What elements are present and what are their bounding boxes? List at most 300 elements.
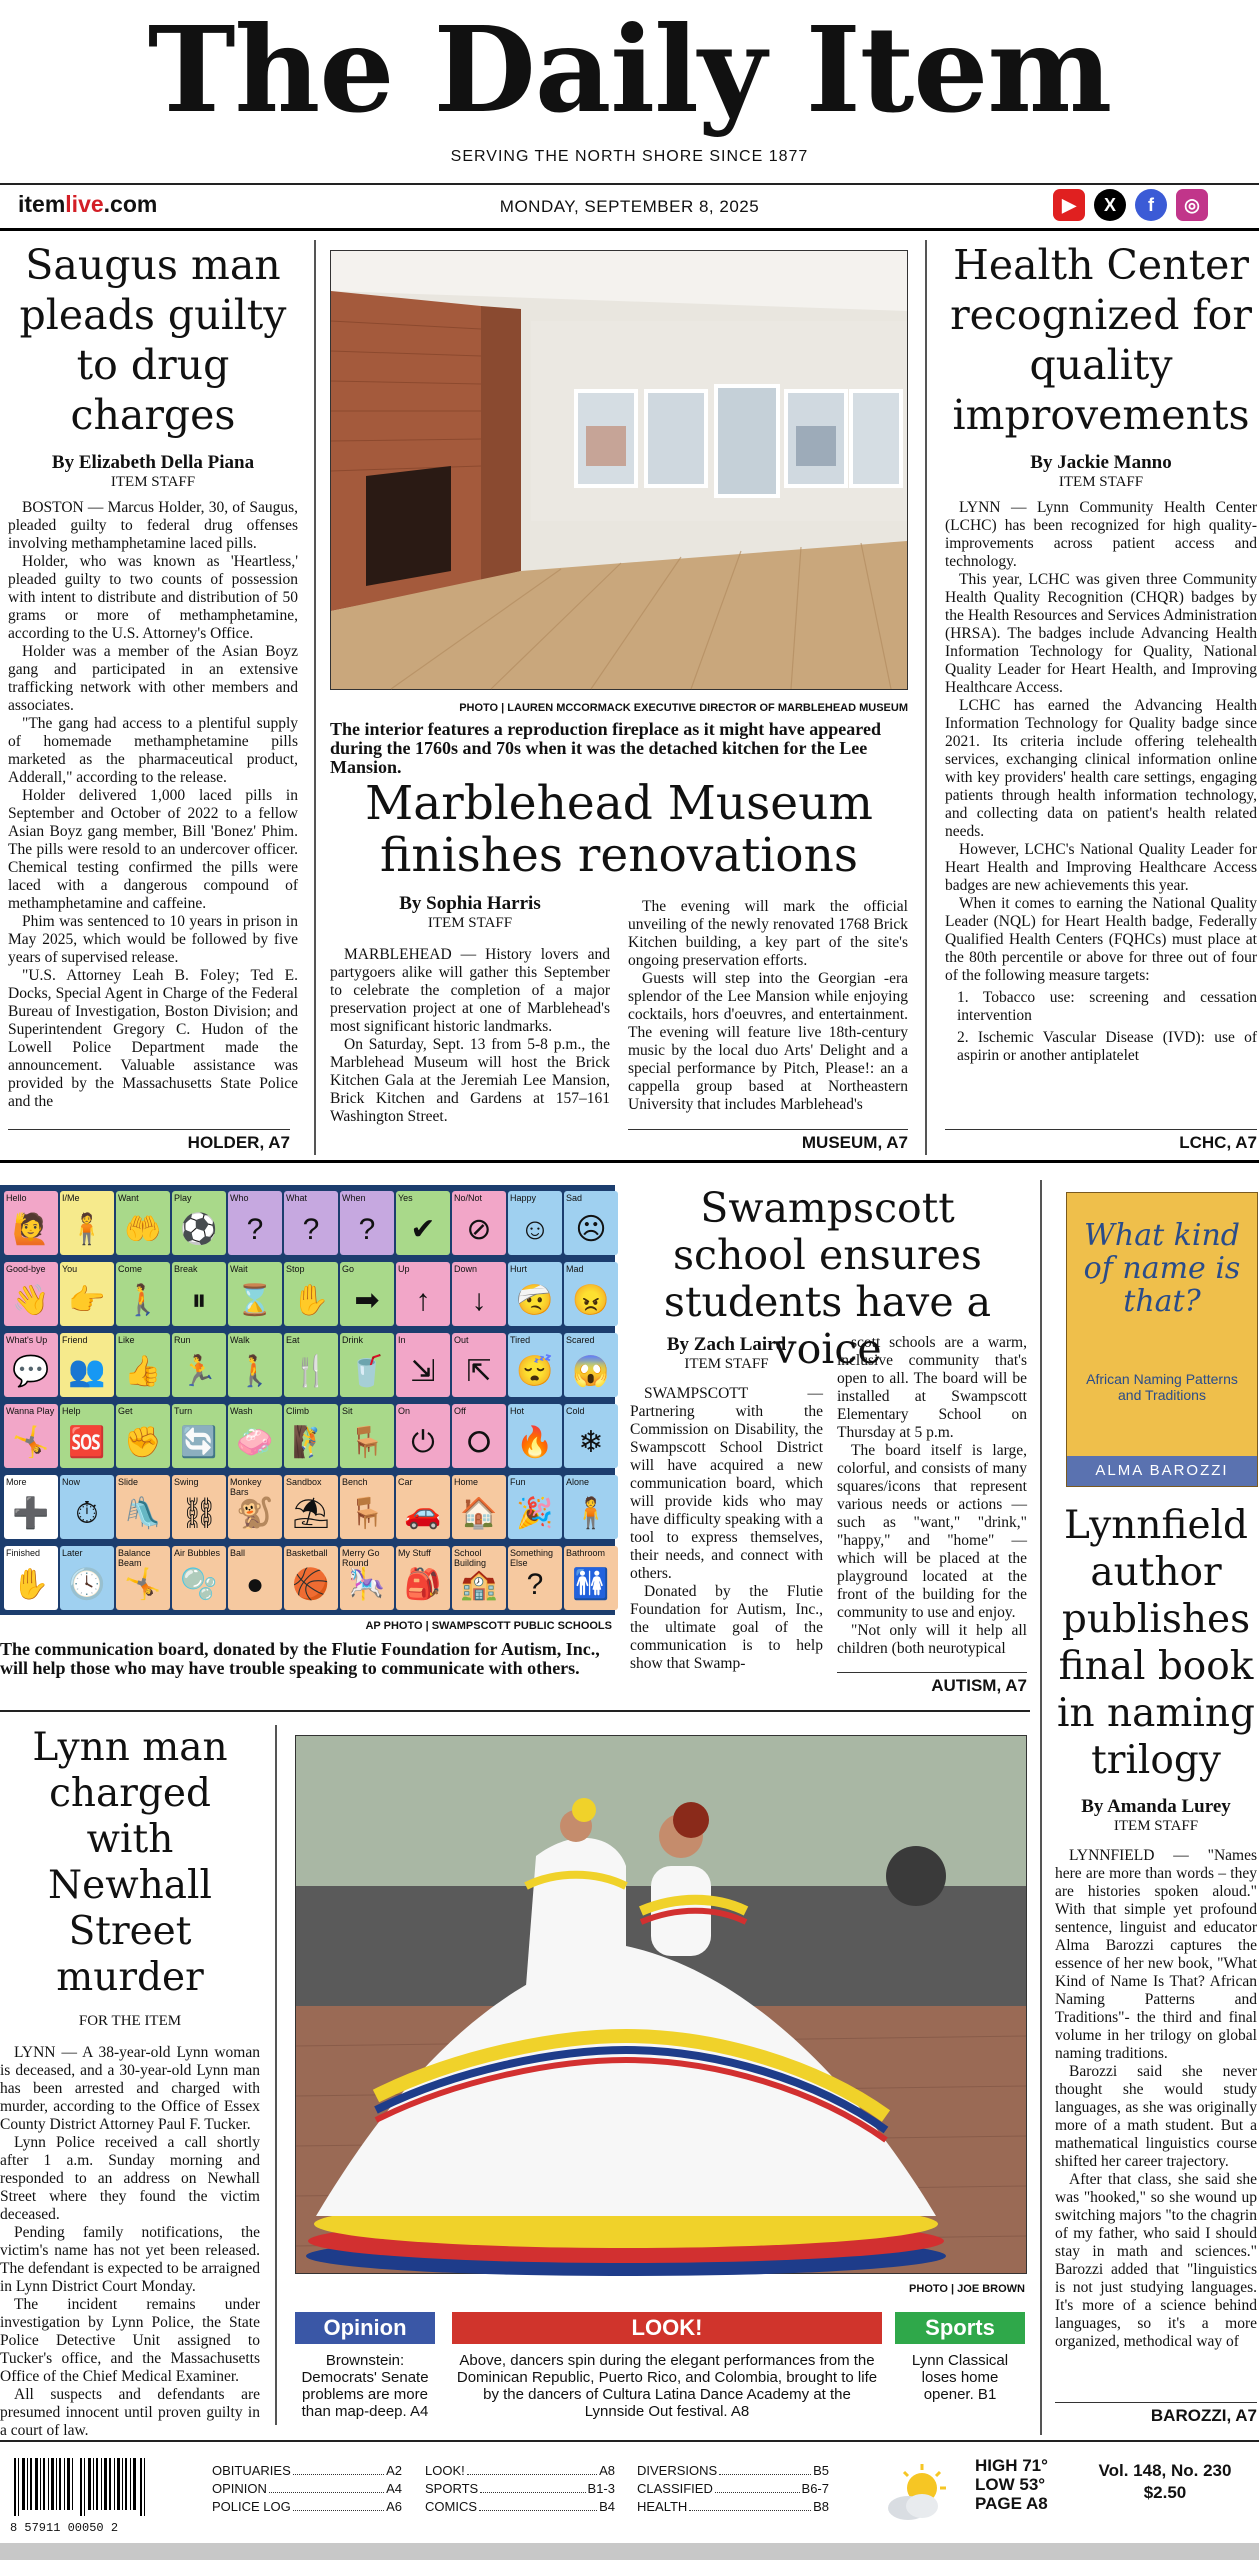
board-cell-label: Bathroom [566, 1548, 606, 1558]
board-cell-icon: 🧍 [68, 1213, 106, 1246]
board-cell [396, 1404, 450, 1468]
body-museum-col1 [330, 946, 610, 1141]
board-cell-label: Sit [342, 1406, 353, 1416]
board-cell-label: Hot [510, 1406, 525, 1416]
index-strip [0, 2450, 1259, 2550]
board-cell [340, 1475, 394, 1539]
board-cell [284, 1404, 338, 1468]
index-entry[interactable] [425, 2462, 615, 2479]
board-cell [4, 1475, 58, 1539]
board-cell-icon: 🤸 [12, 1426, 50, 1459]
board-cell-label: Sad [566, 1193, 583, 1203]
board-cell-icon: 🏀 [292, 1568, 330, 1601]
board-cell-icon: ➕ [12, 1497, 50, 1530]
board-cell-icon: ⇱ [466, 1355, 492, 1388]
board-cell [116, 1404, 170, 1468]
paragraph: On Saturday, Sept. 13 from 5-8 p.m., the Marblehead Museum will host the Brick Kitchen Gala at the Jeremiah Lee Mansion, Brick Kitchen and Gardens at 157–161 Washington Street. [330, 1036, 610, 1125]
paragraph: SWAMPSCOTT — Partnering with the Commission on Disability, the Swampscott School District will have acquired a new communication board, which will provide kids who may have difficulty speaking with a tool to express themselves, their needs, and connect with others. [630, 1385, 823, 1582]
board-cell [396, 1475, 450, 1539]
book-cover-subtitle: African Naming Patterns and Traditions [1086, 1371, 1238, 1403]
board-cell-icon: 😠 [572, 1284, 610, 1317]
board-cell [172, 1262, 226, 1326]
paragraph: LCHC has earned the Advancing Health Information Technology for Quality badge since 2021. Its criteria include offering telehealth services, exchanging clinical information online with key providers' health care settings, engaging patients through health information technology, and collecting data on patient's health related needs. [945, 697, 1257, 840]
board-cell [4, 1333, 58, 1397]
paragraph: Donated by the Flutie Foundation for Autism, Inc., the ultimate goal of the communication is to help show that Swamp- [630, 1583, 823, 1672]
board-cell [452, 1404, 506, 1468]
board-cell-label: Break [174, 1264, 198, 1274]
byline-swampscott: By Zach Laird [666, 1334, 787, 1355]
board-cell-icon: ☺ [519, 1213, 551, 1246]
board-cell [452, 1191, 506, 1255]
board-cell-icon: 👋 [12, 1284, 50, 1317]
index-leader [293, 2462, 384, 2475]
board-cell [508, 1404, 562, 1468]
board-cell-label: School Building [454, 1548, 487, 1568]
board-cell [60, 1404, 114, 1468]
board-cell-label: I/Me [62, 1193, 80, 1203]
staff-lynnfield: ITEM STAFF [1113, 1818, 1199, 1834]
board-cell [452, 1475, 506, 1539]
weather-high: HIGH 71° [975, 2456, 1048, 2475]
site-live: live [65, 191, 104, 217]
board-cell [284, 1191, 338, 1255]
board-cell-label: Want [118, 1193, 139, 1203]
index-section-name: CLASSIFIED [637, 2481, 713, 2496]
board-cell-icon: 🆘 [68, 1426, 106, 1459]
board-cell-icon: 🏠 [460, 1497, 498, 1530]
jump-barozzi[interactable]: BAROZZI, A7 [1055, 2402, 1257, 2426]
board-cell [60, 1333, 114, 1397]
board-cell-icon: 🍴 [292, 1355, 330, 1388]
body-lynn [0, 2044, 260, 2440]
board-cell [116, 1191, 170, 1255]
board-cell-label: Fun [510, 1477, 526, 1487]
headline-lynnfield[interactable]: Lynnfield author publishes final book in naming trilogy [1057, 1503, 1255, 1783]
board-cell [340, 1191, 394, 1255]
index-page: B4 [599, 2499, 615, 2514]
headline-health[interactable]: Health Center recognized for quality improvements [950, 241, 1252, 439]
board-cell-label: Balance Beam [118, 1548, 151, 1568]
board-cell-icon: ⇲ [410, 1355, 436, 1388]
barcode-digits: 8 57911 00050 2 [10, 2521, 119, 2535]
board-cell [452, 1333, 506, 1397]
index-leader [269, 2480, 384, 2493]
youtube-icon[interactable]: ▶ [1053, 189, 1085, 221]
instagram-icon[interactable]: ◎ [1176, 189, 1208, 221]
story-saugus [8, 240, 298, 1110]
board-cell-label: Slide [118, 1477, 139, 1487]
board-cell-icon: 💬 [12, 1355, 50, 1388]
list-item: 1. Tobacco use: screening and cessation intervention [957, 989, 1257, 1024]
paragraph: Lynn Police received a call shortly after 1 a.m. Sunday morning and responded to an address on Newhall Street where they found the victim deceased. [0, 2134, 260, 2223]
board-cell-label: Merry Go Round [342, 1548, 380, 1568]
paragraph: This year, LCHC was given three Community Health Quality Recognition (CHQR) badges by the Health Resources and Services Administration (HRSA). The badges include Advancing Health Information Technology for Quality, National Quality Leader for Heart Health, and Improving Healthcare Access. [945, 571, 1257, 696]
board-cell-icon: 🚶 [236, 1355, 274, 1388]
board-cell-label: Get [118, 1406, 133, 1416]
board-cell [228, 1475, 282, 1539]
board-cell-icon: 🪑 [348, 1426, 386, 1459]
index-section-name: LOOK! [425, 2463, 465, 2478]
board-cell [508, 1333, 562, 1397]
board-cell-icon: 🥤 [348, 1355, 386, 1388]
board-cell-icon: ↑ [415, 1284, 431, 1317]
board-cell-label: Out [454, 1335, 469, 1345]
board-cell-icon: 👍 [124, 1355, 162, 1388]
board-cell-icon: ? [358, 1213, 376, 1246]
photo-brick-kitchen [330, 250, 908, 690]
board-cell-icon: ⚽ [180, 1213, 218, 1246]
index-page: B8 [813, 2499, 829, 2514]
board-cell-label: Basketball [286, 1548, 328, 1558]
board-cell-icon: 🪑 [348, 1497, 386, 1530]
board-cell [340, 1546, 394, 1610]
dancers-image [296, 1736, 1026, 2273]
board-cell-label: What [286, 1193, 308, 1203]
board-cell-label: My Stuff [398, 1548, 431, 1558]
paragraph: All suspects and defendants are presumed innocent until proven guilty in a court of law. [0, 2386, 260, 2439]
board-cell-icon: ? [526, 1568, 544, 1601]
board-cell-label: Walk [230, 1335, 250, 1345]
board-cell-label: Come [118, 1264, 143, 1274]
weather-page[interactable]: PAGE A8 [975, 2494, 1048, 2513]
board-cell [172, 1191, 226, 1255]
board-cell-icon: ☹ [575, 1213, 607, 1246]
paragraph: LYNNFIELD — "Names here are more than words – they are histories spoken aloud." With that simple yet profound sentence, linguist and educator Alma Barozzi captures the essence of her new book, "What Kind of Name Is That? African Naming Patterns and Traditions"- the third and final volume in her trilogy on global naming traditions. [1055, 1847, 1257, 2062]
headline-swampscott[interactable]: Swampscott school ensures students have a voice [663, 1184, 992, 1373]
board-cell [396, 1546, 450, 1610]
board-cell-label: Turn [174, 1406, 193, 1416]
paragraph: Pending family notifications, the victim's name has not yet been released. The defendant is expected to be arraigned in Lynn District Court Monday. [0, 2224, 260, 2295]
index-leader [480, 2480, 585, 2493]
board-cell-label: Help [62, 1406, 81, 1416]
credit-board: AP PHOTO | SWAMPSCOTT PUBLIC SCHOOLS [365, 1620, 612, 1632]
board-cell [564, 1191, 618, 1255]
board-cell-icon: ✊ [124, 1426, 162, 1459]
paragraph: scott schools are a warm, inclusive community that's open to all. The board will be installed at Swampscott Elementary School on Thursday at 5 p.m. [837, 1334, 1027, 1441]
board-cell-label: Up [398, 1264, 410, 1274]
board-cell [172, 1546, 226, 1610]
board-cell-label: On [398, 1406, 411, 1416]
paragraph: "Not only will it help all children (both neurotypical [837, 1622, 1027, 1657]
index-section-name: HEALTH [637, 2499, 688, 2514]
board-cell [4, 1191, 58, 1255]
board-cell-icon: ? [302, 1213, 320, 1246]
paragraph: Holder, who was known as 'Heartless,' pleaded guilty to two counts of possession with intent to distribute and distribution of 50 grams or more of methamphetamine, according to the U.S. Attorney's Office. [8, 553, 298, 642]
index-entry[interactable] [212, 2498, 402, 2515]
board-cell-label: Eat [286, 1335, 300, 1345]
paragraph: BOSTON — Marcus Holder, 30, of Saugus, pleaded guilty to federal drug offenses involving methamphetamine laced pills. [8, 499, 298, 552]
board-cell-label: Hurt [510, 1264, 528, 1274]
board-cell-icon: ⭘ [467, 1426, 491, 1459]
board-cell-icon: 🤕 [516, 1284, 554, 1317]
masthead [0, 0, 1259, 165]
index-entry[interactable] [212, 2480, 402, 2497]
board-cell [228, 1546, 282, 1610]
board-cell [564, 1475, 618, 1539]
paragraph: However, LCHC's National Quality Leader for Heart Health and Improving Healthcare Access badges are new achievements this year. [945, 841, 1257, 894]
paragraph: The evening will mark the official unveiling of the newly renovated 1768 Brick Kitchen building, a key part of the site's ongoing preservation efforts. [628, 898, 908, 969]
index-page: A8 [599, 2463, 615, 2478]
board-cell-icon: 🔄 [180, 1426, 218, 1459]
paragraph: Barozzi said she never thought she would study languages, as she was originally more of a math student. But a mathematical linguistics course shifted her career trajectory. [1055, 2063, 1257, 2170]
board-cell [452, 1262, 506, 1326]
board-cell [564, 1404, 618, 1468]
board-cell-icon: 🔥 [516, 1426, 554, 1459]
board-cell-icon: 😴 [516, 1355, 554, 1388]
staff-museum: ITEM STAFF [427, 915, 513, 931]
teaser-sports-head[interactable]: Sports [895, 2312, 1025, 2344]
board-cell-icon: 🙋 [12, 1213, 50, 1246]
index-entry[interactable] [637, 2480, 829, 2497]
board-cell [60, 1546, 114, 1610]
index-entry[interactable] [637, 2462, 829, 2479]
board-cell [228, 1191, 282, 1255]
weather-low: LOW 53° [975, 2475, 1046, 2494]
board-cell-label: Like [118, 1335, 135, 1345]
headline-saugus[interactable]: Saugus man pleads guilty to drug charges [19, 241, 287, 439]
board-cell-icon: ⛱ [291, 1497, 331, 1530]
board-cell [284, 1262, 338, 1326]
board-cell-label: Down [454, 1264, 478, 1274]
board-cell-label: Swing [174, 1477, 199, 1487]
board-cell-icon: ? [246, 1213, 264, 1246]
board-cell-label: Drink [342, 1335, 364, 1345]
facebook-icon[interactable]: f [1135, 189, 1167, 221]
board-cell-icon: ● [245, 1568, 265, 1601]
cutline-board: The communication board, donated by the Flutie Foundation for Autism, Inc., will help those who may have trouble speaking to communicate with others. [0, 1639, 600, 1678]
site-prefix: item [18, 191, 66, 217]
board-cell-label: Sandbox [286, 1477, 322, 1487]
story-health [945, 240, 1257, 1065]
barcode [10, 2458, 160, 2535]
body-swampscott-col2 [837, 1334, 1027, 1674]
board-cell-label: Something Else [510, 1548, 554, 1568]
weather-icon [880, 2460, 950, 2530]
byline-lynnfield: By Amanda Lurey [1081, 1796, 1231, 1817]
board-cell-label: Who [230, 1193, 249, 1203]
index-page: A2 [386, 2463, 402, 2478]
teaser-look-head[interactable]: LOOK! [452, 2312, 882, 2344]
board-cell-label: Mad [566, 1264, 584, 1274]
board-cell [228, 1404, 282, 1468]
cutline-museum: The interior features a reproduction fireplace as it might have appeared during the 1760s and 70s when it was the detached kitchen for the Lee Mansion. [330, 719, 881, 777]
board-cell-icon: 🎒 [404, 1568, 442, 1601]
story-lynn [0, 1725, 260, 2440]
list-item: 2. Ischemic Vascular Disease (IVD): use of aspirin or another antiplatelet [957, 1029, 1257, 1064]
index-page: B5 [813, 2463, 829, 2478]
board-cell-icon: 🚗 [404, 1497, 442, 1530]
price: $2.50 [1143, 2483, 1187, 2502]
board-cell-icon: ➡ [354, 1284, 380, 1317]
board-cell [228, 1262, 282, 1326]
board-cell [60, 1262, 114, 1326]
board-cell [4, 1546, 58, 1610]
byline-health: By Jackie Manno [1030, 452, 1172, 473]
board-cell-icon: 🧗 [292, 1426, 330, 1459]
index-leader [715, 2480, 800, 2493]
jump-lchc[interactable]: LCHC, A7 [945, 1129, 1257, 1153]
board-cell-icon: 🧍 [572, 1497, 610, 1530]
board-cell [508, 1475, 562, 1539]
board-cell [4, 1262, 58, 1326]
index-leader [719, 2462, 811, 2475]
photo-dancers [295, 1735, 1027, 2274]
board-cell-icon: 🏫 [460, 1568, 498, 1601]
board-cell-icon: ⏻ [411, 1426, 435, 1459]
board-cell-label: Car [398, 1477, 413, 1487]
index-leader [293, 2498, 384, 2511]
board-cell [508, 1262, 562, 1326]
swampscott-col1-block [630, 1334, 823, 1705]
index-entry[interactable] [212, 2462, 402, 2479]
board-cell-icon: 🛝 [124, 1497, 162, 1530]
paragraph: After that class, she said she was "hooked," so she wound up switching majors "to the chagrin of my father, who said I should stay in math and sciences." Barozzi added that "linguistics is not just studying languages. It's more of a science behind languages, so it's a more organized, methodical way of [1055, 2171, 1257, 2350]
board-cell [396, 1191, 450, 1255]
paragraph: When it comes to earning the National Quality Leader (NQL) for Heart Health badge, Federally Qualified Health Centers (FQHCs) must place at the 80th percentile or above for three out of four of the following measure targets: [945, 895, 1257, 984]
board-cell-label: Home [454, 1477, 479, 1487]
index-page: B6-7 [801, 2481, 829, 2496]
board-cell-icon: 👥 [68, 1355, 106, 1388]
board-cell-label: Wash [230, 1406, 253, 1416]
body-saugus [8, 499, 298, 1110]
byline-museum: By Sophia Harris [399, 893, 541, 914]
book-cover-author: ALMA BAROZZI [1067, 1456, 1257, 1486]
teaser-opinion-head[interactable]: Opinion [295, 2312, 435, 2344]
board-cell-icon: 🎠 [348, 1568, 386, 1601]
board-cell-label: In [398, 1335, 406, 1345]
index-section-name: DIVERSIONS [637, 2463, 718, 2478]
index-section-name: COMICS [425, 2499, 477, 2514]
board-cell-label: Bench [342, 1477, 368, 1487]
board-cell [172, 1404, 226, 1468]
staff-saugus: ITEM STAFF [110, 474, 196, 490]
board-cell-label: Hello [6, 1193, 27, 1203]
board-cell-label: Climb [286, 1406, 310, 1416]
board-cell-icon: 🤸 [124, 1568, 162, 1601]
headline-museum[interactable]: Marblehead Museum finishes renovations [365, 776, 873, 883]
volume-number: Vol. 148, No. 230 [1098, 2461, 1232, 2480]
paragraph: LYNN — Lynn Community Health Center (LCHC) has been recognized for high quality-improvements across patient access and technology. [945, 499, 1257, 570]
board-cell-icon: ↓ [471, 1284, 487, 1317]
board-cell-icon: 🎉 [516, 1497, 554, 1530]
board-cell [340, 1333, 394, 1397]
board-cell-icon: ✔ [410, 1213, 436, 1246]
body-lynnfield [1055, 1847, 1257, 2423]
paragraph: "U.S. Attorney Leah B. Foley; Ted E. Docks, Special Agent in Charge of the Federal Bureau of Investigation, Boston Division; and Superintendent Gregory C. Hudon of the Lowell Police Department made the announcement. Valuable assistance was provided by the Massachusetts State Police and the [8, 967, 298, 1110]
index-leader [689, 2498, 811, 2511]
teaser-sports-text[interactable]: Lynn Classical loses home opener. B1 [911, 2352, 1009, 2403]
index-section-name: OBITUARIES [212, 2463, 291, 2478]
board-cell-icon: 👉 [68, 1284, 106, 1317]
board-cell [340, 1262, 394, 1326]
board-cell-label: Ball [230, 1548, 246, 1558]
paragraph: LYNN — A 38-year-old Lynn woman is deceased, and a 30-year-old Lynn man has been arrested and charged with murder, according to the Office of Essex County District Attorney Paul F. Tucker. [0, 2044, 260, 2133]
board-cell [508, 1191, 562, 1255]
jump-holder[interactable]: HOLDER, A7 [8, 1129, 290, 1153]
index-entry[interactable] [637, 2498, 829, 2515]
board-cell [564, 1262, 618, 1326]
board-cell-icon: 🕓 [68, 1568, 106, 1601]
teaser-look-text[interactable]: Above, dancers spin during the elegant performances from the Dominican Republic, Puerto Rico, and Colombia, brought to life by the dancers of Cultura Latina Dance Academy at the Lynnside Out festival. A8 [456, 2352, 878, 2420]
staff-health: ITEM STAFF [1058, 474, 1144, 490]
board-cell [116, 1262, 170, 1326]
board-cell-label: Later [62, 1548, 83, 1558]
board-cell-icon: 😱 [572, 1355, 610, 1388]
index-page: A4 [386, 2481, 402, 2496]
board-cell [116, 1475, 170, 1539]
teaser-opinion-text[interactable]: Brownstein: Democrats' Senate problems are more than map-deep. A4 [301, 2352, 429, 2420]
board-cell-label: No/Not [454, 1193, 483, 1203]
board-cell-label: What's Up [6, 1335, 48, 1345]
paragraph: Phim was sentenced to 10 years in prison in May 2025, which would be followed by five years of supervised release. [8, 913, 298, 966]
board-cell-label: You [62, 1264, 78, 1274]
body-health [945, 499, 1257, 985]
board-cell [172, 1475, 226, 1539]
board-cell-label: Go [342, 1264, 355, 1274]
index-entry[interactable] [425, 2498, 615, 2515]
paragraph: Holder was a member of the Asian Boyz gang and participated in an extensive trafficking network with other members and associates. [8, 643, 298, 714]
body-museum-col2 [628, 898, 908, 1130]
staff-swampscott: ITEM STAFF [684, 1356, 769, 1372]
board-cell [284, 1546, 338, 1610]
board-cell [396, 1333, 450, 1397]
board-cell-icon: ⊘ [466, 1213, 492, 1246]
board-cell [396, 1262, 450, 1326]
story-lynnfield [1055, 1502, 1257, 2423]
board-cell-label: Finished [6, 1548, 41, 1558]
board-cell-icon: 🫧 [180, 1568, 218, 1601]
board-cell-icon: 🐒 [236, 1497, 274, 1530]
index-entry[interactable] [425, 2480, 615, 2497]
board-cell [564, 1333, 618, 1397]
book-cover [1066, 1192, 1258, 1487]
navbar [0, 183, 1259, 228]
board-cell-label: Off [454, 1406, 466, 1416]
staff-lynn: FOR THE ITEM [78, 2013, 182, 2029]
board-cell-label: Good-bye [6, 1264, 46, 1274]
index-section-name: SPORTS [425, 2481, 479, 2496]
board-cell [116, 1546, 170, 1610]
board-cell-label: Tired [510, 1335, 531, 1345]
headline-lynn[interactable]: Lynn man charged with Newhall Street murder [32, 1725, 228, 2000]
board-cell-label: When [342, 1193, 366, 1203]
board-cell-icon: ❄ [578, 1426, 604, 1459]
index-section-name: OPINION [212, 2481, 267, 2496]
board-cell-label: Run [174, 1335, 191, 1345]
board-cell-icon: 🚻 [572, 1568, 610, 1601]
jump-museum[interactable]: MUSEUM, A7 [628, 1129, 908, 1153]
board-cell [284, 1333, 338, 1397]
barcode-graphic [10, 2458, 160, 2516]
board-cell-icon: 🏃 [180, 1355, 218, 1388]
jump-autism[interactable]: AUTISM, A7 [837, 1672, 1027, 1696]
board-cell [508, 1546, 562, 1610]
board-cell-label: Wait [230, 1264, 248, 1274]
board-cell [452, 1546, 506, 1610]
board-cell [172, 1333, 226, 1397]
board-cell-label: Friend [62, 1335, 88, 1345]
index-page: B1-3 [587, 2481, 615, 2496]
museum-byline-block [330, 893, 610, 1141]
board-cell-icon: ⏸ [191, 1284, 207, 1317]
x-icon[interactable]: X [1094, 189, 1126, 221]
board-cell-label: Air Bubbles [174, 1548, 221, 1558]
index-page: A6 [386, 2499, 402, 2514]
board-cell-label: Happy [510, 1193, 537, 1203]
board-cell-icon: ⏱ [75, 1497, 99, 1530]
board-cell-label: Yes [398, 1193, 413, 1203]
paragraph: MARBLEHEAD — History lovers and partygoers alike will gather this September to celebrate the completion of a major preservation project at one of Marblehead's most significant historic landmarks. [330, 946, 610, 1035]
